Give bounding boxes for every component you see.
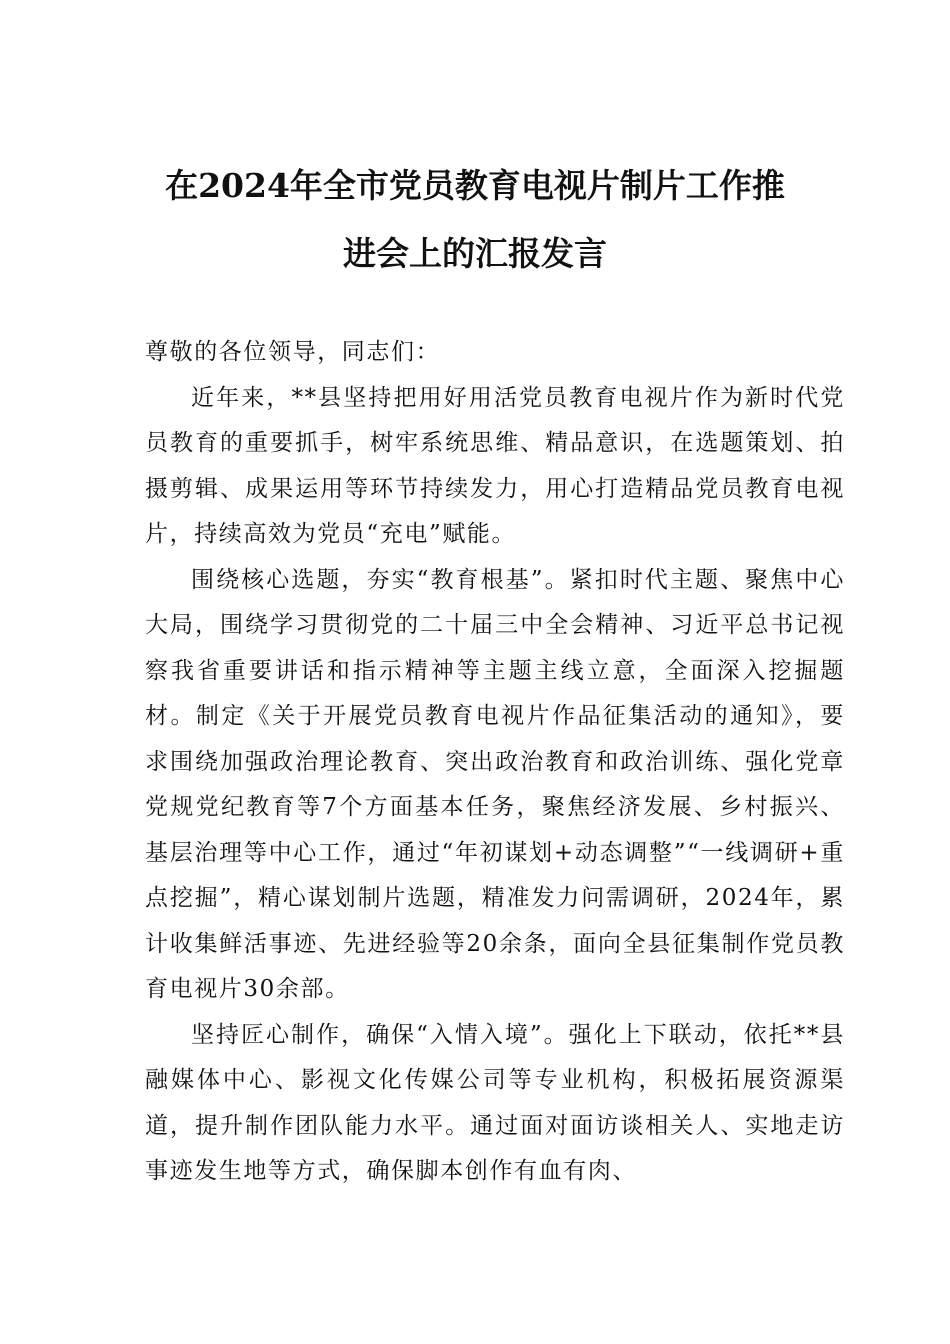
document-body: [145, 330, 845, 1195]
paragraph-production: 坚持匠心制作，确保“入情入境”。强化上下联动，依托**县融媒体中心、影视文化传媒公司等专业机构，积极拓展资源渠道，提升制作团队能力水平。通过面对面访谈相关人、实地走访事迹发生地等方式，确保脚本创作有血有肉、: [145, 1021, 845, 1184]
document-title-line-2: 进会上的汇报发言: [343, 234, 607, 273]
paragraph-intro: 近年来，**县坚持把用好用活党员教育电视片作为新时代党员教育的重要抓手，树牢系统思维、精品意识，在选题策划、拍摄剪辑、成果运用等环节持续发力，用心打造精品党员教育电视片，持续高效为党员“充电”赋能。: [145, 384, 845, 547]
document-title-line-1: 在2024年全市党员教育电视片制片工作推: [165, 166, 785, 205]
paragraph-topic-selection: 围绕核心选题，夯实“教育根基”。紧扣时代主题、聚焦中心大局，围绕学习贯彻党的二十届三中全会精神、习近平总书记视察我省重要讲话和指示精神等主题主线立意，全面深入挖掘题材。制定《关于开展党员教育电视片作品征集活动的通知》，要求围绕加强政治理论教育、突出政治教育和政治训练、强化党章党规党纪教育等7个方面基本任务，聚焦经济发展、乡村振兴、基层治理等中心工作，通过“年初谋划+动态调整”“一线调研+重点挖掘”，精心谋划制片选题，精准发力问需调研，2024年，累计收集鲜活事迹、先进经验等20余条，面向全县征集制作党员教育电视片30余部。: [145, 566, 845, 1002]
salutation: 尊敬的各位领导，同志们：: [145, 339, 441, 365]
